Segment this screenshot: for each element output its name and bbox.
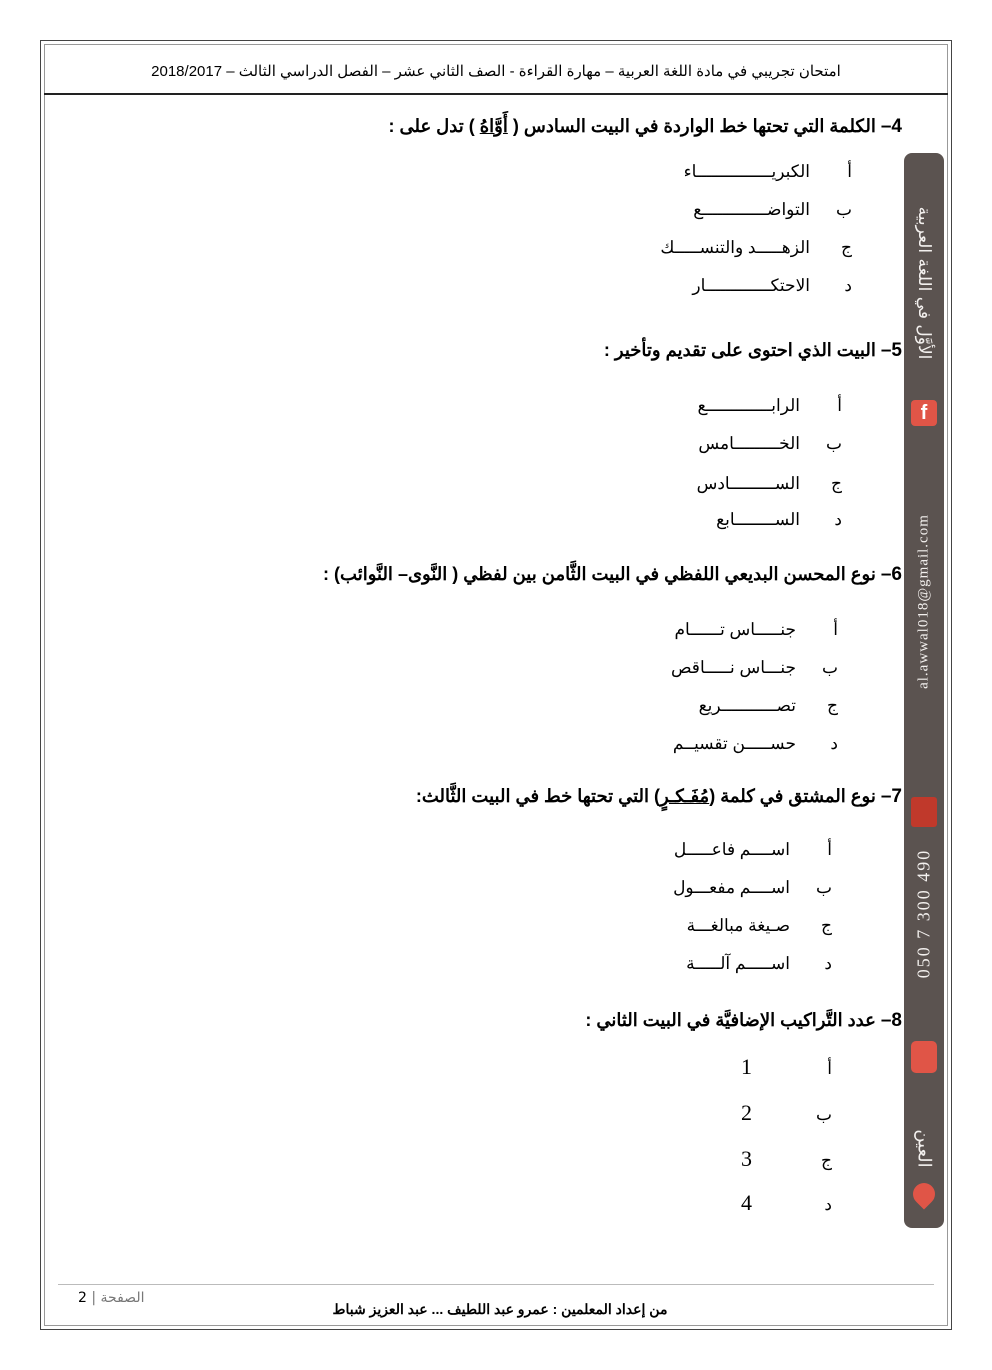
option-5c[interactable] (697, 474, 842, 494)
option-text: 2 (741, 1100, 752, 1125)
question-7 (416, 786, 902, 808)
option-letter: ب (815, 1105, 832, 1124)
option-letter: د (824, 1195, 832, 1214)
option-letter: ب (835, 200, 852, 219)
question-text: نوع المحسن البديعي اللفظي في البيت الثَّامن بين لفظي ( النَّوى– النَّوائب) : (323, 564, 881, 584)
option-letter: ج (841, 238, 852, 257)
option-text: الســـــــــادس (696, 474, 800, 493)
option-text: الخـــــــــامس (698, 434, 800, 453)
option-4a[interactable] (684, 162, 852, 182)
question-5 (604, 340, 902, 362)
option-text: حســـــن تقسيــم (672, 734, 796, 753)
question-8 (585, 1010, 902, 1032)
question-text: نوع المشتق في كلمة ( (709, 786, 881, 806)
option-letter: ج (827, 696, 838, 715)
option-text: اســــم فاعـــــل (673, 840, 790, 859)
footer-divider (58, 1284, 934, 1285)
exam-header: امتحان تجريبي في مادة اللغة العربية – مهارة القراءة - الصف الثاني عشر – الفصل الدراسي الثالث – 2018/2017 (151, 63, 841, 80)
option-letter: أ (827, 1059, 832, 1078)
question-number: 5– (880, 340, 902, 361)
option-5b[interactable] (698, 434, 842, 454)
option-letter: أ (833, 620, 838, 639)
page-label: الصفحة (100, 1290, 145, 1306)
question-text: عدد التَّراكيب الإضافيَّة في البيت الثاني : (585, 1010, 881, 1030)
option-6b[interactable] (671, 658, 838, 678)
option-text: جنـــــاس تــــــام (674, 620, 796, 639)
phone-text: 050 7 300 490 (913, 848, 934, 979)
option-7d[interactable] (686, 954, 832, 974)
option-letter: د (844, 276, 852, 295)
option-text: الســــــــابع (716, 510, 800, 529)
question-6 (323, 564, 902, 586)
question-number: 6– (880, 564, 902, 585)
mail-icon (911, 797, 937, 827)
brand-text: الأوَّل في اللغة العربية (914, 206, 934, 360)
option-8a[interactable] (741, 1054, 832, 1080)
option-letter: ج (831, 474, 842, 493)
question-text-end: ) تدل على : (388, 116, 480, 136)
option-letter: ب (821, 658, 838, 677)
option-7b[interactable] (673, 878, 832, 898)
option-5a[interactable] (697, 396, 842, 416)
header-divider (44, 93, 948, 95)
option-6d[interactable] (673, 734, 838, 754)
page-inner-frame (44, 44, 948, 1326)
option-text: تصـــــــــــريع (698, 696, 796, 715)
page-number: الصفحة | 2 (78, 1290, 145, 1306)
option-text: صـيغة مبالغـــة (686, 916, 790, 935)
option-8d[interactable] (741, 1190, 832, 1216)
option-letter: ب (825, 434, 842, 453)
question-text: الكلمة التي تحتها خط الواردة في البيت السادس ( (507, 116, 881, 136)
underlined-word: مُفَـكـرٍ (660, 786, 710, 806)
option-4c[interactable] (660, 238, 852, 258)
question-4 (388, 116, 902, 138)
option-text: 4 (741, 1190, 752, 1215)
question-number: 8– (880, 1010, 902, 1031)
footer-credit: من إعداد المعلمين : عمرو عبد اللطيف ... عبد العزيز شباط (332, 1301, 668, 1317)
option-letter: أ (827, 840, 832, 859)
location-text: العين (913, 1129, 935, 1168)
question-text-end: ) التي تحتها خط في البيت الثَّالث: (415, 786, 661, 806)
option-text: 1 (741, 1054, 752, 1079)
option-text: التواضـــــــــــــع (693, 200, 810, 219)
facebook-icon: f (911, 400, 937, 426)
option-text: الاحتكـــــــــــــار (692, 276, 810, 295)
question-text: البيت الذي احتوى على تقديم وتأخير : (603, 340, 881, 360)
question-number: 4– (880, 116, 902, 137)
option-letter: أ (837, 396, 842, 415)
option-letter: ب (815, 878, 832, 897)
option-text: الرابـــــــــــــع (697, 396, 800, 415)
option-text: الزهـــــد والتنســـــك (660, 238, 810, 257)
option-letter: د (834, 510, 842, 529)
option-text: جنـــاس نـــــاقص (670, 658, 796, 677)
option-7c[interactable] (687, 916, 832, 936)
option-letter: أ (847, 162, 852, 181)
option-8c[interactable] (741, 1146, 832, 1172)
option-4b[interactable] (693, 200, 852, 220)
option-5d[interactable] (716, 510, 842, 530)
question-number: 7– (880, 786, 902, 807)
option-text: الكبريـــــــــــــــاء (683, 162, 810, 181)
option-text: اســــم مفعـــول (673, 878, 790, 897)
option-text: 3 (741, 1146, 752, 1171)
option-7a[interactable] (674, 840, 832, 860)
option-letter: د (830, 734, 838, 753)
underlined-word: أَوَّاهُ (479, 116, 508, 136)
phone-icon (911, 1041, 937, 1073)
option-8b[interactable] (741, 1100, 832, 1126)
option-6c[interactable] (699, 696, 838, 716)
option-4d[interactable] (692, 276, 852, 296)
option-text: اســـــم آلـــــة (686, 954, 790, 973)
page-number-value: 2 (78, 1290, 87, 1306)
option-letter: د (824, 954, 832, 973)
option-letter: ج (821, 916, 832, 935)
email-text: al.awwal018@gmail.com (915, 514, 932, 689)
option-letter: ج (821, 1151, 832, 1170)
option-6a[interactable] (674, 620, 838, 640)
